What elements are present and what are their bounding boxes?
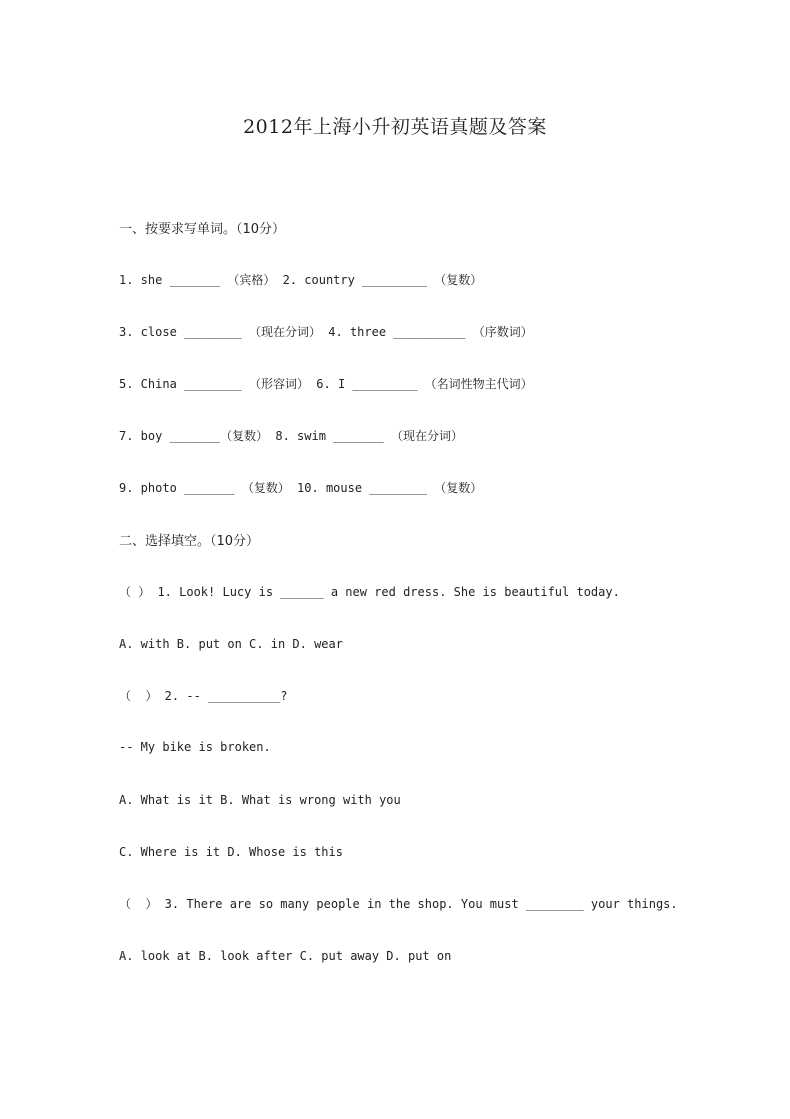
question-line: 7. boy _______（复数） 8. swim _______ （现在分词） xyxy=(119,429,463,443)
response-line: -- My bike is broken. xyxy=(119,740,271,754)
options-line: A. with B. put on C. in D. wear xyxy=(119,637,343,651)
question-line: （ ） 2. -- __________? xyxy=(119,689,288,703)
question-line: 1. she _______ （宾格） 2. country _________ （复数） xyxy=(119,273,483,287)
options-line: C. Where is it D. Whose is this xyxy=(119,845,343,859)
section-2-heading: 二、选择填空。（10分） xyxy=(119,534,260,549)
question-line: 9. photo _______ （复数） 10. mouse ________ （复数） xyxy=(119,481,483,495)
question-line: 5. China ________ （形容词） 6. I _________ （名词性物主代词） xyxy=(119,377,533,391)
options-line: A. look at B. look after C. put away D. put on xyxy=(119,949,452,963)
question-line: 3. close ________ （现在分词） 4. three __________ （序数词） xyxy=(119,325,533,339)
section-1-heading: 一、按要求写单词。（10分） xyxy=(119,222,286,237)
options-line: A. What is it B. What is wrong with you xyxy=(119,793,401,807)
document-title: 2012年上海小升初英语真题及答案 xyxy=(243,116,547,138)
question-line: （ ） 1. Look! Lucy is ______ a new red dress. She is beautiful today. xyxy=(119,585,620,599)
question-line: （ ） 3. There are so many people in the shop. You must ________ your things. xyxy=(119,897,678,911)
